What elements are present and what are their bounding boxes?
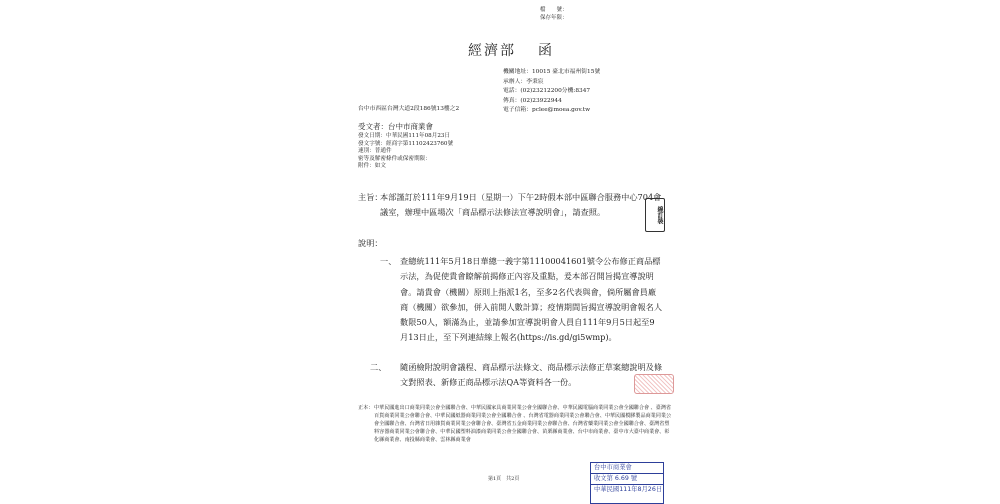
file-number-label: 檔 號： — [540, 7, 568, 13]
send-number: 發文字號：經商字第11102423760號 — [358, 140, 454, 147]
agency-address: 機關地址：10015 臺北市福州街15號 — [503, 69, 601, 75]
item-text: 查總統111年5月18日華總一義字第11100041601號令公布修正商品標示法，為促使貴會瞭解前揭修正內容及重點，爰本部召開旨揭宣導說明會。請貴會（機關）原則上指派1名，至多2名代表與會，倘所屬會員廠商（機關）欲參加，併入前開人數計算；疫情期間旨揭宣導說明會報名人數限50人，額滿為止，並請參加宣導說明會人員自111年9月5日起至9月13日止，至下列連結線上報名(https://is.gd/gi5wmp)。 — [400, 256, 663, 343]
receipt-stamp — [590, 462, 664, 504]
recipient-address: 台中市西區台灣大道2段186號13樓之2 — [358, 106, 460, 112]
recipient: 受文者：台中市商業會 — [358, 122, 433, 131]
cc-text: 中華民國進出口商業同業公會全國聯合會、中華民國家具商業同業公會全國聯合會、中華民國電腦商業同業公會全國聯合會 、臺灣省百貨商業同業公會聯合會、中華民國紙器商業同業公會全國聯合會 、台灣省電器商業同業公會聯合會、中華民國模膠製品商業同業公會全國聯合會、台灣省日用雜貨商業同業公會聯合會、臺灣省五金商業同業公會聯合會、台灣省藥業同業公會全國聯合會、臺灣省塑料容器商業同業公會聯合會、中華民國塑料油漆商業同業公會全國聯合會、苗栗縣商業會、台中市商業會、臺中市大臺中商業會、彰化縣商業會、南投縣商業會、雲林縣商業會 — [374, 405, 672, 443]
explain-label: 說明： — [358, 238, 383, 248]
send-info — [358, 133, 453, 171]
send-speed: 速別：普通件 — [358, 148, 392, 155]
binding-line-stamp: 線訂裝 — [645, 198, 665, 232]
org-name: 經濟部 — [468, 43, 516, 59]
cc-label: 正本： — [358, 405, 374, 411]
retention-label: 保存年限： — [540, 15, 568, 21]
agency-phone: 電話：(02)23212200分機:8347 — [503, 88, 591, 95]
document-title — [468, 40, 554, 60]
seal-stamp — [634, 374, 674, 394]
send-attachment: 附件：如文 — [358, 163, 386, 170]
agency-email: 電子信箱：pclee@moea.gov.tw — [503, 107, 591, 114]
item-text: 隨函檢附說明會議程、商品標示法條文、商品標示法修正草案總說明及條文對照表、新修正商品標示法QA等資料各一份。 — [400, 362, 663, 388]
receipt-title: 台中市商業會 — [591, 463, 663, 474]
receipt-date: 中華民國111年8月26日 — [594, 486, 663, 493]
receipt-number: 收文第 6.69 號 — [591, 474, 663, 485]
item-number: 一、 — [380, 256, 397, 266]
agency-info — [503, 68, 600, 116]
subject-label: 主旨： — [358, 192, 383, 202]
subject-text: 本部謹訂於111年9月19日（星期一）下午2時假本部中區聯合服務中心704會議室，辦理中區場次「商品標示法修法宣導說明會」，請查照。 — [380, 192, 662, 217]
send-date: 發文日期：中華民國111年08月23日 — [358, 133, 451, 139]
agency-contact: 承辦人：李秉宸 — [503, 78, 544, 85]
doc-type: 函 — [538, 43, 554, 59]
file-meta — [540, 6, 568, 22]
send-security: 密等及解密條件或保密期限： — [358, 155, 431, 162]
agency-fax: 傳真：(02)23922944 — [503, 97, 562, 104]
page-footer: 第1頁 共2頁 — [488, 476, 520, 482]
item-number: 二、 — [370, 362, 387, 372]
